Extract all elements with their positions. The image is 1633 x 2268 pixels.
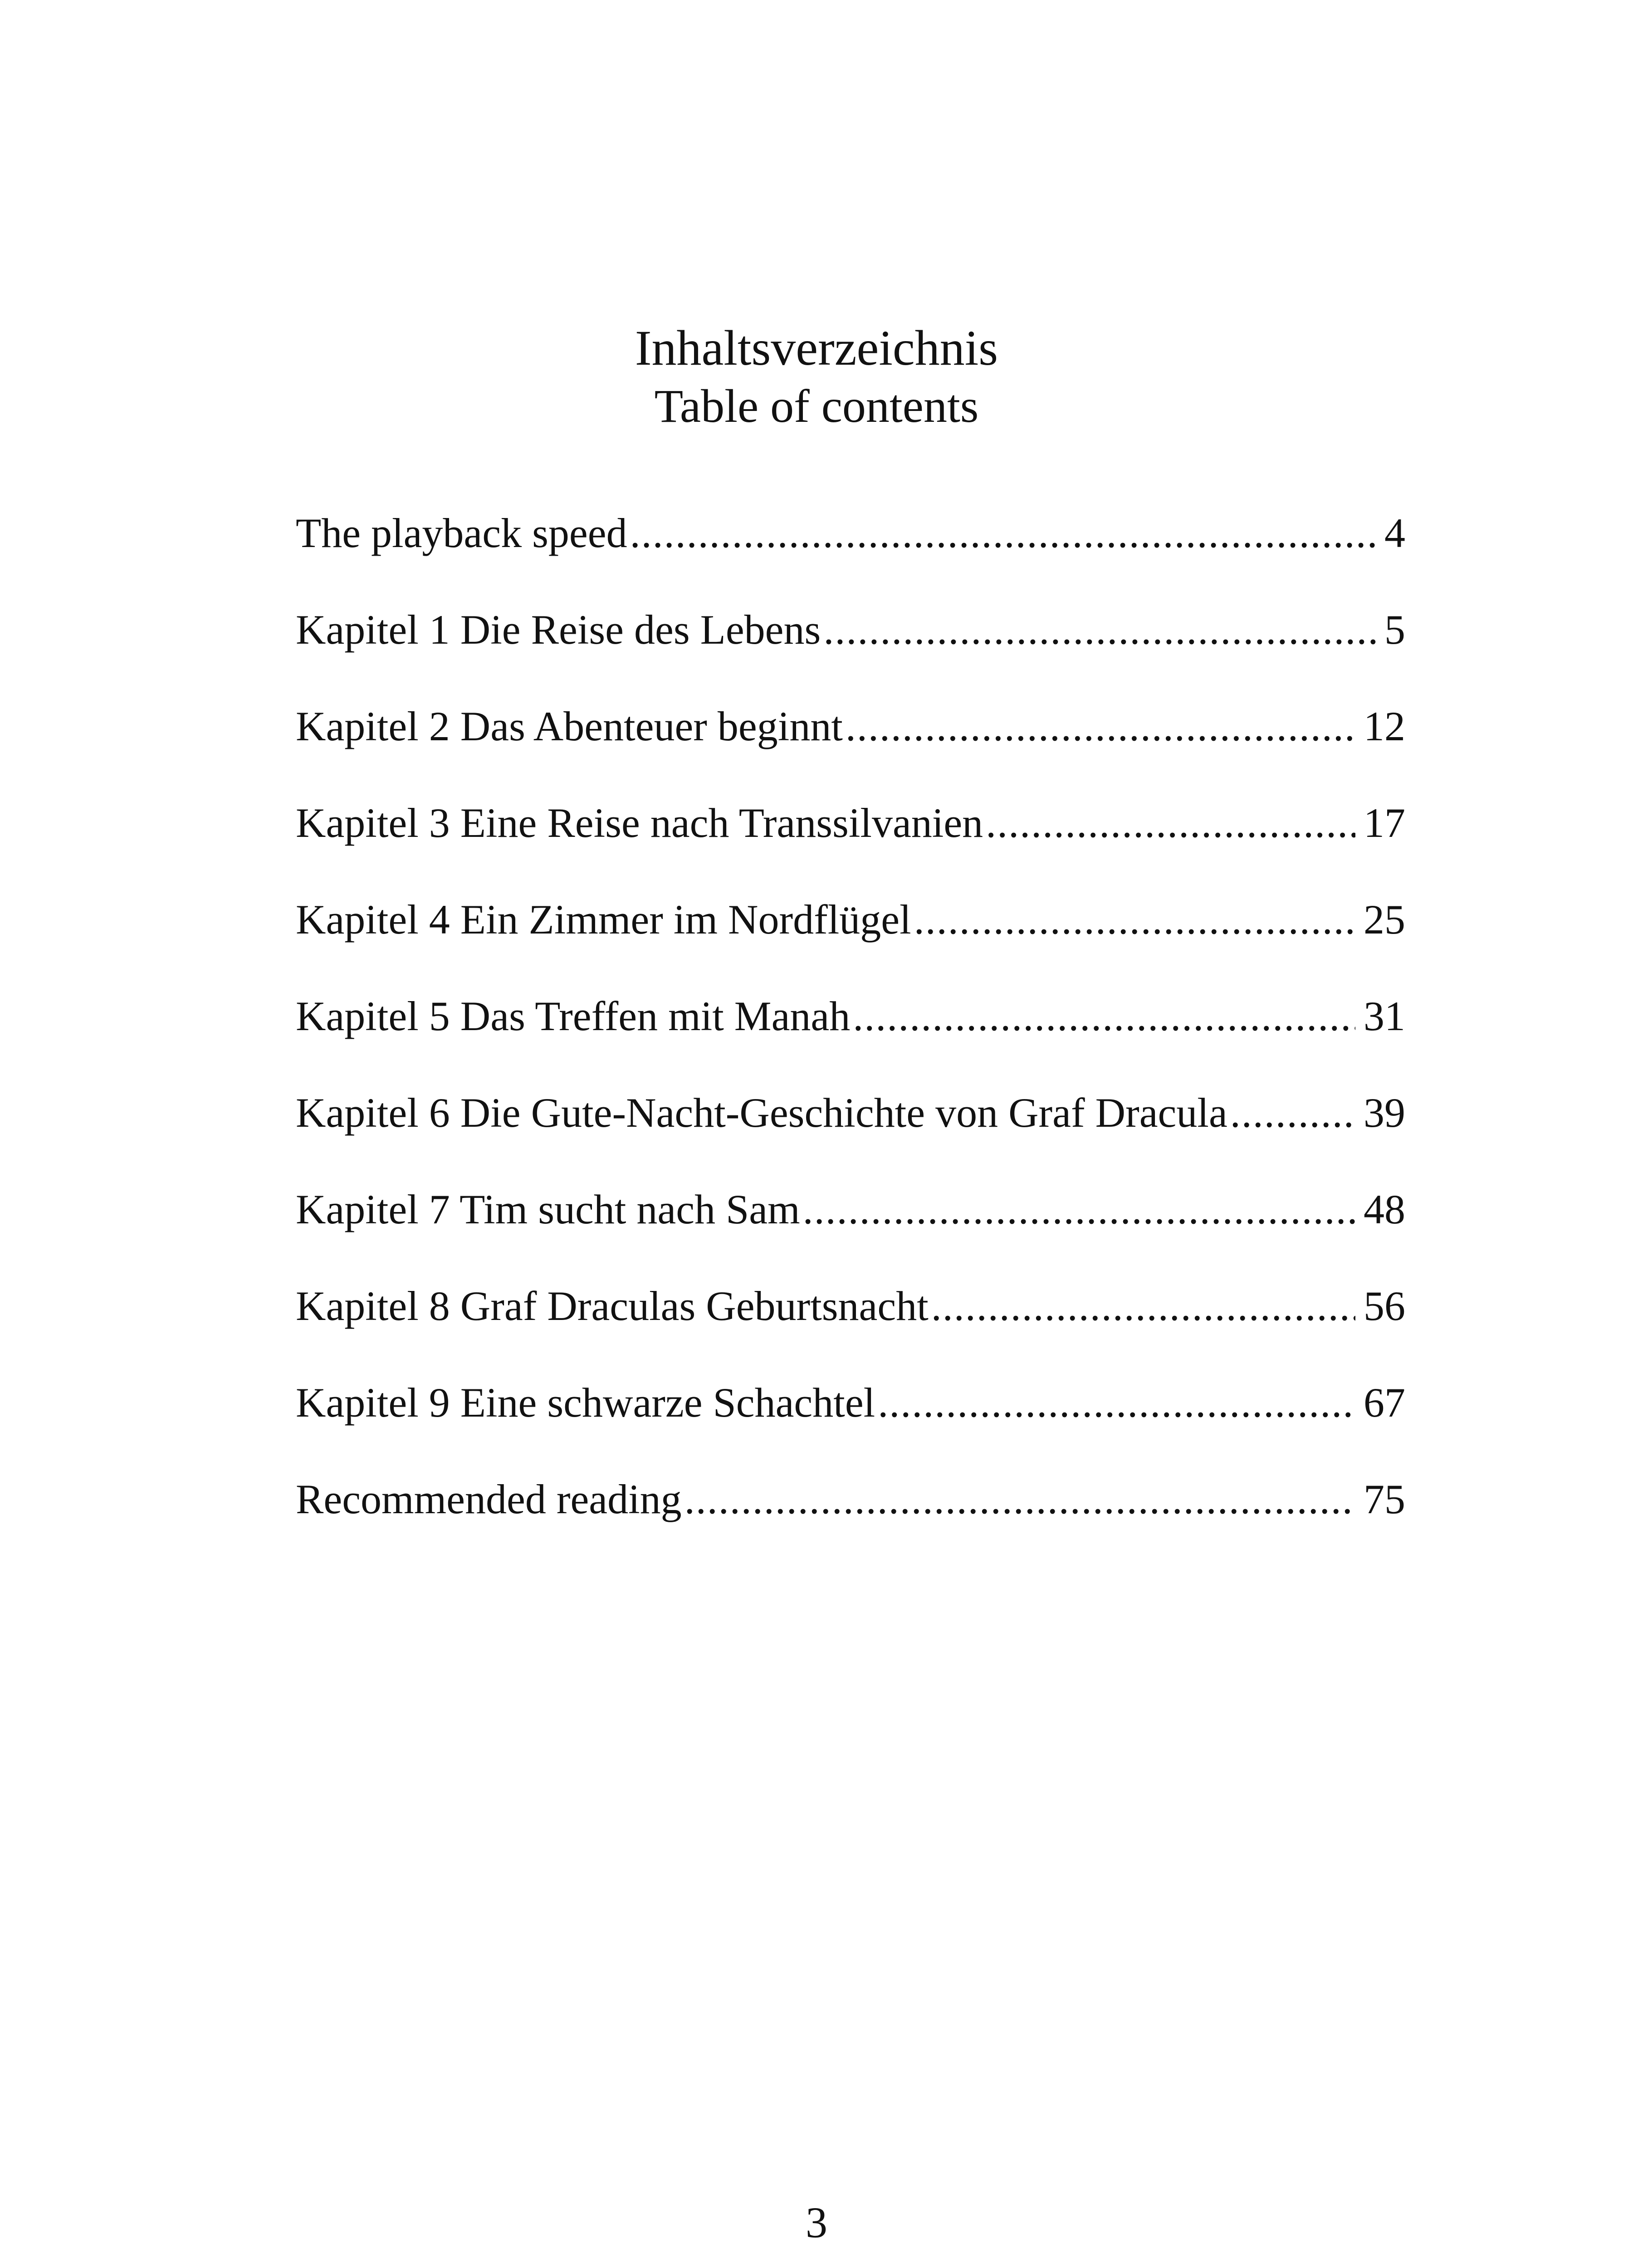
- toc-entry-recommended-reading[interactable]: [296, 1472, 1405, 1569]
- toc-dot-leader: [846, 699, 1355, 753]
- toc-entry-chapter-4[interactable]: [296, 892, 1405, 989]
- toc-entry-page: 12: [1364, 703, 1405, 749]
- bat-icon: [767, 2266, 939, 2268]
- toc-entry-page: 75: [1364, 1476, 1405, 1522]
- toc-entry-page: 56: [1364, 1283, 1405, 1329]
- toc-entry-page: 39: [1364, 1090, 1405, 1136]
- toc-dot-leader: [986, 796, 1355, 850]
- toc-dot-leader: [853, 989, 1355, 1043]
- toc-entry-page: 48: [1364, 1186, 1405, 1232]
- toc-entry-title: Kapitel 2 Das Abenteuer beginnt: [296, 703, 843, 749]
- toc-title-german: Inhaltsverzeichnis: [635, 320, 998, 376]
- toc-entry-page: 5: [1384, 606, 1405, 653]
- toc-dot-leader: [1230, 1085, 1355, 1140]
- toc-entry-title: Kapitel 3 Eine Reise nach Transsilvanien: [296, 800, 983, 846]
- toc-entry-chapter-6[interactable]: [296, 1085, 1405, 1182]
- toc-entry-title: Kapitel 4 Ein Zimmer im Nordflügel: [296, 896, 911, 943]
- toc-entry-playback-speed[interactable]: [296, 506, 1405, 602]
- toc-entry-title: Kapitel 1 Die Reise des Lebens: [296, 606, 821, 653]
- toc-entry-page: 31: [1364, 993, 1405, 1039]
- toc-entry-chapter-1[interactable]: [296, 602, 1405, 699]
- toc-entry-page: 67: [1364, 1379, 1405, 1426]
- toc-dot-leader: [803, 1182, 1355, 1237]
- toc-entry-page: 4: [1384, 510, 1405, 556]
- table-of-contents: [296, 506, 1405, 1569]
- toc-dot-leader: [630, 506, 1376, 560]
- toc-dot-leader: [931, 1279, 1355, 1333]
- toc-entry-page: 17: [1364, 800, 1405, 846]
- toc-entry-chapter-8[interactable]: [296, 1279, 1405, 1375]
- toc-title-english: Table of contents: [654, 380, 979, 432]
- toc-entry-title: Recommended reading: [296, 1476, 682, 1522]
- toc-dot-leader: [684, 1472, 1355, 1526]
- toc-entry-chapter-7[interactable]: [296, 1182, 1405, 1279]
- toc-entry-chapter-2[interactable]: [296, 699, 1405, 796]
- toc-entry-chapter-3[interactable]: [296, 796, 1405, 892]
- page-number: 3: [806, 2198, 827, 2247]
- toc-entry-page: 25: [1364, 896, 1405, 943]
- toc-entry-title: Kapitel 9 Eine schwarze Schachtel: [296, 1379, 875, 1426]
- toc-entry-chapter-9[interactable]: [296, 1375, 1405, 1472]
- toc-entry-title: Kapitel 8 Graf Draculas Geburtsnacht: [296, 1283, 929, 1329]
- toc-entry-title: Kapitel 7 Tim sucht nach Sam: [296, 1186, 800, 1232]
- toc-dot-leader: [914, 892, 1355, 947]
- toc-dot-leader: [823, 602, 1376, 657]
- toc-dot-leader: [878, 1375, 1355, 1430]
- toc-entry-chapter-5[interactable]: [296, 989, 1405, 1085]
- toc-entry-title: The playback speed: [296, 510, 627, 556]
- toc-entry-title: Kapitel 6 Die Gute-Nacht-Geschichte von Graf Dracula: [296, 1090, 1227, 1136]
- toc-entry-title: Kapitel 5 Das Treffen mit Manah: [296, 993, 851, 1039]
